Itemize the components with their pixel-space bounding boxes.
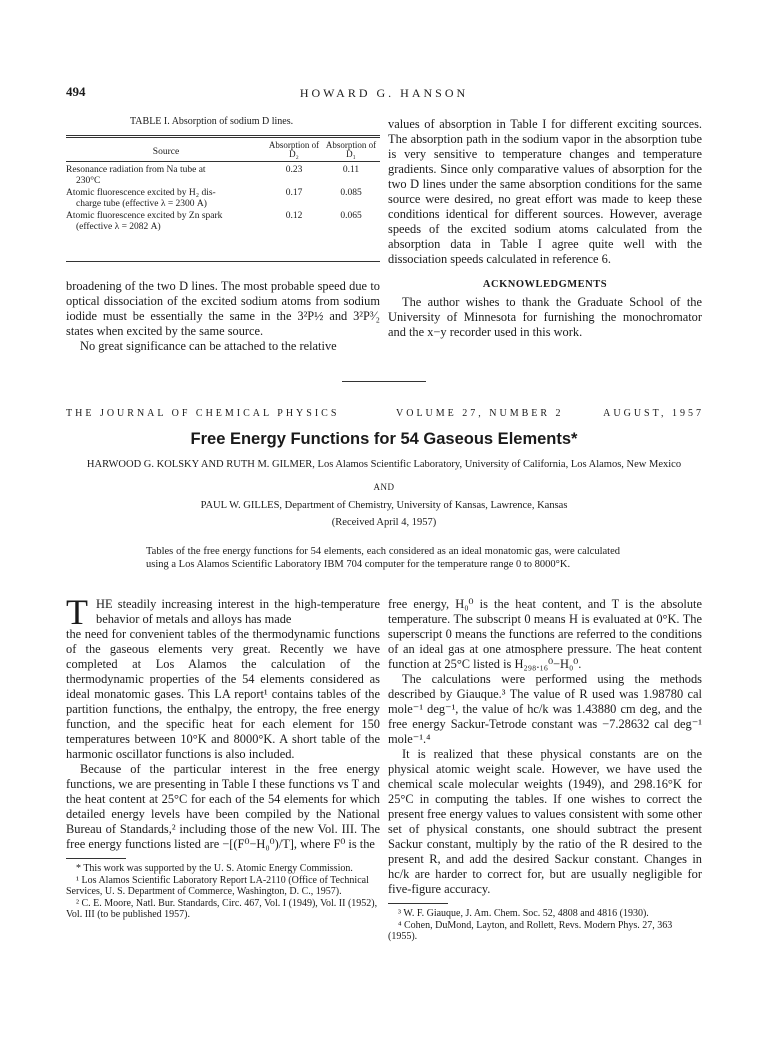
right-paragraph-1: free energy, H₀⁰ is the heat content, and T is the absolute temperature. The subscript 0 means H is evaluated at 0°K. The superscript 0 means the functions are referred to the conditions of an ideal gas at one atmosphere pressure. The heat content function at 25°C listed is H₂₉₈.₁₆⁰−H₀⁰. [388, 597, 702, 671]
article-separator-rule [342, 381, 426, 382]
left-paragraph-2: Because of the particular interest in the free energy functions, we are presenting in Table I these functions vs T and the heat content at 25°C for each of the 54 elements for which detailed energy levels have been compiled by the National Bureau of Standards,² including those of the new Vol. III. The free energy functions listed are −[(F⁰−H₀⁰)/T], where F⁰ is the [66, 762, 380, 851]
opening-first-lines: HE steadily increasing interest in the high-temperature behavior of metals and alloys has made [96, 597, 380, 626]
table-row [66, 165, 380, 187]
acknowledgments-text: The author wishes to thank the Graduate School of the University of Minnesota for furnishing the monochromator and the x−y recorder used in this work. [388, 295, 702, 339]
table-cell-d2: 0.17 [285, 188, 303, 198]
footnote: ³ W. F. Giauque, J. Am. Chem. Soc. 52, 4808 and 4816 (1930). [398, 908, 649, 919]
right-paragraph-3: It is realized that these physical constants are on the physical atomic weight scale. However, we have used the chemical scale molecular weights (1949), and 298.16°K for 25°C in computing the tables. If one wishes to correct the present free energy values to values consistent with some other set of physical constants, one should subtract the present Sackur constant, multiply by the ratio of the R desired to the present R, and add the desired Sackur constant. Changes in hc/k are harder to correct for, but are usually negligible for five-figure accuracy. [388, 747, 702, 896]
right-paragraph-2: The calculations were performed using the methods described by Giauque.³ The value of R used was 1.98780 cal mole⁻¹ deg⁻¹, the value of hc/k was 1.43880 cm deg, and the free energy Sackur-Tetrode constant was −7.28632 cal deg⁻¹ mole⁻¹.⁴ [388, 672, 702, 746]
article-left-column [66, 592, 380, 921]
footnote: ² C. E. Moore, Natl. Bur. Standards, Circ. 467, Vol. I (1949), Vol. II (1952), Vol. III (to be published 1957). [66, 898, 378, 920]
running-head: HOWARD G. HANSON [299, 86, 469, 100]
table-cell-d1: 0.11 [342, 165, 360, 175]
acknowledgments-heading: ACKNOWLEDGMENTS [482, 279, 608, 290]
absorption-table [66, 135, 380, 262]
table-caption: TABLE I. Absorption of sodium D lines. [130, 116, 294, 127]
authors-line-1: HARWOOD G. KOLSKY AND RUTH M. GILMER, Los Alamos Scientific Laboratory, University of California, Los Alamos, New Mexico [86, 459, 682, 470]
prev-left-paragraph-2: No great significance can be attached to the relative [80, 339, 337, 353]
footnote: * This work was supported by the U. S. Atomic Energy Commission. [76, 863, 353, 874]
source-line-2: (effective λ = 2082 A) [76, 222, 161, 232]
authors-line-2: PAUL W. GILLES, Department of Chemistry, University of Kansas, Lawrence, Kansas [200, 500, 568, 511]
article-title: Free Energy Functions for 54 Gaseous Elements* [190, 430, 578, 448]
prev-article-left-column [66, 279, 380, 354]
authors-and: AND [373, 482, 395, 492]
table-header-rule [66, 161, 380, 162]
table-header-source: Source [152, 147, 180, 157]
table-bottom-rule [66, 261, 380, 262]
left-paragraph-1-rest: the need for convenient tables of the thermodynamic functions of the gaseous elements very great. Recently we have completed at Los Alamos the calculation of the thermodynamic properties of the 54 elements considered as ideal monatomic gases. This LA report¹ contains tables of the partition functions, the enthalpy, the entropy, the free energy function, and the specific heat for each element for 150 temperatures between 10°K and 8000°K. A short table of the harmonic oscillator functions is also included. [66, 627, 380, 761]
prev-article-right-column [388, 117, 702, 340]
left-footnotes [66, 863, 380, 920]
table-cell-d1: 0.085 [340, 188, 362, 198]
footnote: ¹ Los Alamos Scientific Laboratory Report LA-2110 (Office of Technical Services, U. S. Department of Commerce, Washington, D. C., 1957). [66, 875, 369, 897]
drop-cap: T [66, 592, 88, 632]
journal-volume: VOLUME 27, NUMBER 2 [396, 408, 564, 419]
source-line-1: Resonance radiation from Na tube at [66, 165, 206, 175]
table-cell-d2: 0.23 [285, 165, 303, 175]
table-cell-d1: 0.065 [340, 211, 362, 221]
prev-right-paragraph-1: values of absorption in Table I for different exciting sources. The absorption path in the sodium vapor in the absorption tube is very sensitive to temperature changes and temperature gradients. Since only comparative values of absorption for the two D lines under the same absorption conditions for the same source were desired, no great effort was made to keep these conditions identical for different sources. However, average speeds of the excited sodium atoms calculated from the absorption data in Table I agree quite well with the dissociation speeds calculated in reference 6. [388, 117, 702, 266]
abstract: Tables of the free energy functions for 54 elements, each considered as an ideal monatomic gas, were calculated using a Los Alamos Scientific Laboratory IBM 704 computer for the temperature range 0 to 8000°K. [146, 546, 620, 570]
table-header-d1: Absorption of D₁ [325, 140, 377, 159]
table-header-d2: Absorption of D₂ [268, 140, 320, 159]
table-row [66, 188, 380, 210]
opening-paragraph-start [66, 592, 380, 632]
source-line-1: Atomic fluorescence excited by Zn spark [66, 211, 223, 221]
footnote: ⁴ Cohen, DuMond, Layton, and Rollett, Revs. Modern Phys. 27, 363 (1955). [388, 920, 673, 942]
source-line-2: 230°C [76, 176, 101, 186]
footnote-rule [388, 903, 448, 904]
footnote-rule [66, 858, 126, 859]
journal-name: THE JOURNAL OF CHEMICAL PHYSICS [66, 408, 340, 419]
table-cell-d2: 0.12 [285, 211, 303, 221]
table-cell-source [66, 188, 266, 210]
table-header [66, 138, 380, 161]
prev-left-paragraph-1: broadening of the two D lines. The most probable speed due to optical dissociation of the excited sodium atoms from sodium iodide must be essentially the same in the 3²P½ and 3²P³⁄₂ states when excited by the same source. [66, 279, 380, 338]
source-line-1: Atomic fluorescence excited by H₂ dis- [66, 188, 216, 198]
source-line-2: charge tube (effective λ = 2300 A) [76, 199, 207, 209]
received-date: (Received April 4, 1957) [331, 517, 437, 528]
table-cell-source [66, 211, 266, 233]
right-footnotes [388, 908, 702, 942]
article-right-column [388, 597, 702, 943]
table-cell-source [66, 165, 266, 187]
table-row [66, 211, 380, 233]
page-number: 494 [66, 84, 86, 99]
journal-date: AUGUST, 1957 [603, 408, 704, 419]
